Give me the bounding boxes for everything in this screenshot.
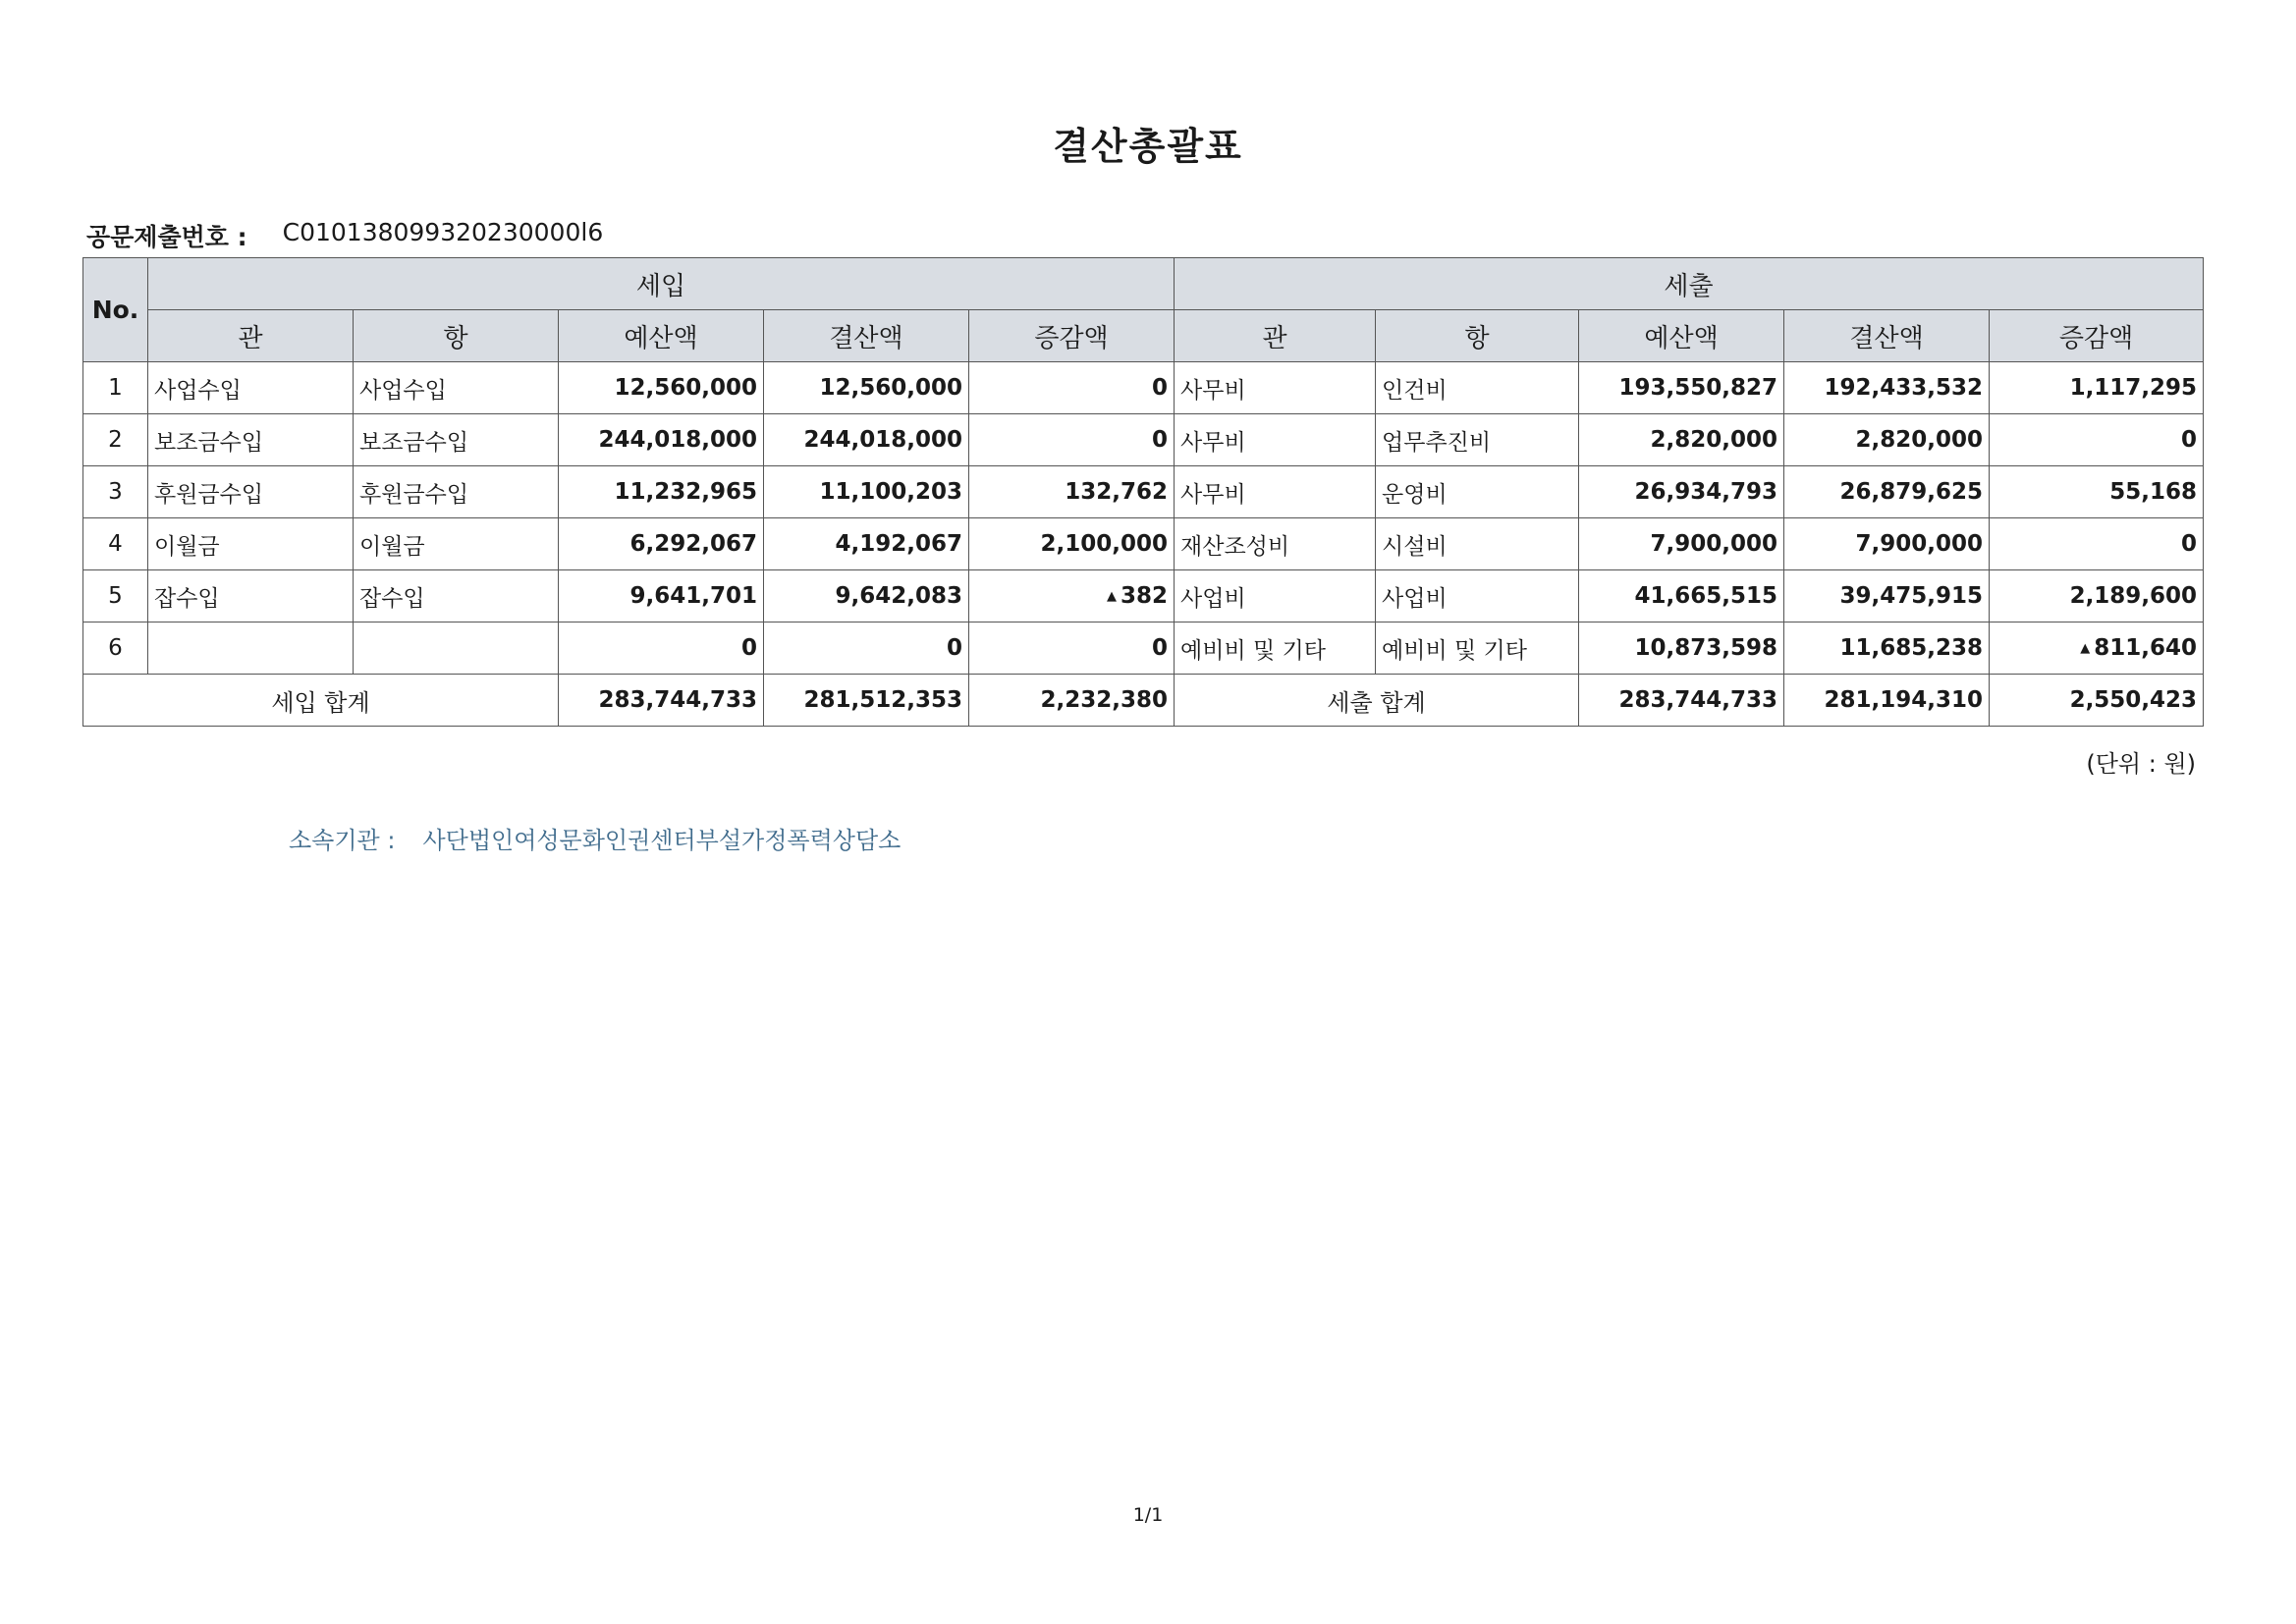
row-no: 4 (83, 518, 148, 570)
income-hang: 후원금수입 (354, 466, 559, 518)
expense-gwan: 사무비 (1175, 466, 1376, 518)
income-settle: 244,018,000 (764, 414, 969, 466)
expense-budget: 26,934,793 (1579, 466, 1784, 518)
organization-label: 소속기관 : (289, 827, 396, 854)
income-settle-header: 결산액 (764, 310, 969, 362)
organization (289, 821, 901, 855)
expense-budget-header: 예산액 (1579, 310, 1784, 362)
unit-note: (단위 : 원) (2086, 750, 2196, 778)
decrease-triangle-icon: ▲ (2080, 641, 2091, 656)
doc-number (86, 218, 603, 253)
expense-hang: 시설비 (1376, 518, 1579, 570)
expense-hang: 예비비 및 기타 (1376, 623, 1579, 675)
row-no: 2 (83, 414, 148, 466)
expense-settle: 39,475,915 (1784, 570, 1990, 623)
table-row (83, 362, 2204, 414)
expense-total-label: 세출 합계 (1175, 675, 1579, 727)
row-no: 5 (83, 570, 148, 623)
income-gwan: 잡수입 (148, 570, 354, 623)
income-settle: 12,560,000 (764, 362, 969, 414)
income-diff: ▲ 382 (969, 570, 1175, 623)
income-total-label: 세입 합계 (83, 675, 559, 727)
income-budget: 9,641,701 (559, 570, 764, 623)
expense-total-settle: 281,194,310 (1784, 675, 1990, 727)
income-diff: 2,100,000 (969, 518, 1175, 570)
income-budget: 6,292,067 (559, 518, 764, 570)
expense-diff-header: 증감액 (1990, 310, 2204, 362)
income-hang: 잡수입 (354, 570, 559, 623)
expense-gwan: 사무비 (1175, 362, 1376, 414)
expense-gwan: 사업비 (1175, 570, 1376, 623)
income-settle: 11,100,203 (764, 466, 969, 518)
income-total-settle: 281,512,353 (764, 675, 969, 727)
expense-total-budget: 283,744,733 (1579, 675, 1784, 727)
expense-settle: 11,685,238 (1784, 623, 1990, 675)
expense-budget: 41,665,515 (1579, 570, 1784, 623)
income-diff: 0 (969, 623, 1175, 675)
no-header: No. (83, 258, 148, 362)
income-hang: 보조금수입 (354, 414, 559, 466)
page-number: 1/1 (1132, 1504, 1164, 1526)
income-header: 세입 (148, 258, 1175, 310)
expense-total-diff: 2,550,423 (1990, 675, 2204, 727)
expense-settle-header: 결산액 (1784, 310, 1990, 362)
settlement-table (82, 257, 2204, 727)
income-gwan: 사업수입 (148, 362, 354, 414)
income-diff: 0 (969, 414, 1175, 466)
expense-budget: 10,873,598 (1579, 623, 1784, 675)
expense-budget: 193,550,827 (1579, 362, 1784, 414)
row-no: 6 (83, 623, 148, 675)
doc-number-value: C010138099320230000l6 (282, 218, 604, 246)
table-row (83, 414, 2204, 466)
page-title: 결산총괄표 (1053, 125, 1243, 168)
income-diff: 132,762 (969, 466, 1175, 518)
row-no: 3 (83, 466, 148, 518)
expense-budget: 2,820,000 (1579, 414, 1784, 466)
table-row (83, 623, 2204, 675)
expense-diff: ▲ 811,640 (1990, 623, 2204, 675)
expense-hang-header: 항 (1376, 310, 1579, 362)
income-hang: 사업수입 (354, 362, 559, 414)
header-row-2 (83, 310, 2204, 362)
income-settle: 0 (764, 623, 969, 675)
table-row (83, 570, 2204, 623)
expense-diff: 0 (1990, 518, 2204, 570)
income-gwan-header: 관 (148, 310, 354, 362)
table-row (83, 518, 2204, 570)
expense-hang: 운영비 (1376, 466, 1579, 518)
income-budget: 12,560,000 (559, 362, 764, 414)
income-hang-header: 항 (354, 310, 559, 362)
income-hang: 이월금 (354, 518, 559, 570)
doc-number-label: 공문제출번호 : (86, 223, 247, 251)
expense-gwan-header: 관 (1175, 310, 1376, 362)
row-no: 1 (83, 362, 148, 414)
expense-diff: 55,168 (1990, 466, 2204, 518)
expense-settle: 2,820,000 (1784, 414, 1990, 466)
income-settle: 4,192,067 (764, 518, 969, 570)
income-diff: 0 (969, 362, 1175, 414)
expense-gwan: 예비비 및 기타 (1175, 623, 1376, 675)
expense-settle: 7,900,000 (1784, 518, 1990, 570)
income-total-budget: 283,744,733 (559, 675, 764, 727)
income-hang (354, 623, 559, 675)
income-budget: 244,018,000 (559, 414, 764, 466)
expense-diff: 2,189,600 (1990, 570, 2204, 623)
expense-hang: 인건비 (1376, 362, 1579, 414)
expense-hang: 업무추진비 (1376, 414, 1579, 466)
income-budget: 11,232,965 (559, 466, 764, 518)
total-row (83, 675, 2204, 727)
expense-header: 세출 (1175, 258, 2204, 310)
decrease-triangle-icon: ▲ (1107, 589, 1118, 604)
expense-budget: 7,900,000 (1579, 518, 1784, 570)
income-budget-header: 예산액 (559, 310, 764, 362)
income-gwan: 후원금수입 (148, 466, 354, 518)
income-gwan (148, 623, 354, 675)
expense-diff: 1,117,295 (1990, 362, 2204, 414)
expense-gwan: 사무비 (1175, 414, 1376, 466)
table-row (83, 466, 2204, 518)
organization-value: 사단법인여성문화인권센터부설가정폭력상담소 (422, 827, 902, 854)
income-total-diff: 2,232,380 (969, 675, 1175, 727)
income-budget: 0 (559, 623, 764, 675)
income-diff-header: 증감액 (969, 310, 1175, 362)
income-gwan: 보조금수입 (148, 414, 354, 466)
expense-diff: 0 (1990, 414, 2204, 466)
expense-settle: 192,433,532 (1784, 362, 1990, 414)
income-gwan: 이월금 (148, 518, 354, 570)
expense-settle: 26,879,625 (1784, 466, 1990, 518)
income-settle: 9,642,083 (764, 570, 969, 623)
expense-hang: 사업비 (1376, 570, 1579, 623)
expense-gwan: 재산조성비 (1175, 518, 1376, 570)
header-row-1 (83, 258, 2204, 310)
